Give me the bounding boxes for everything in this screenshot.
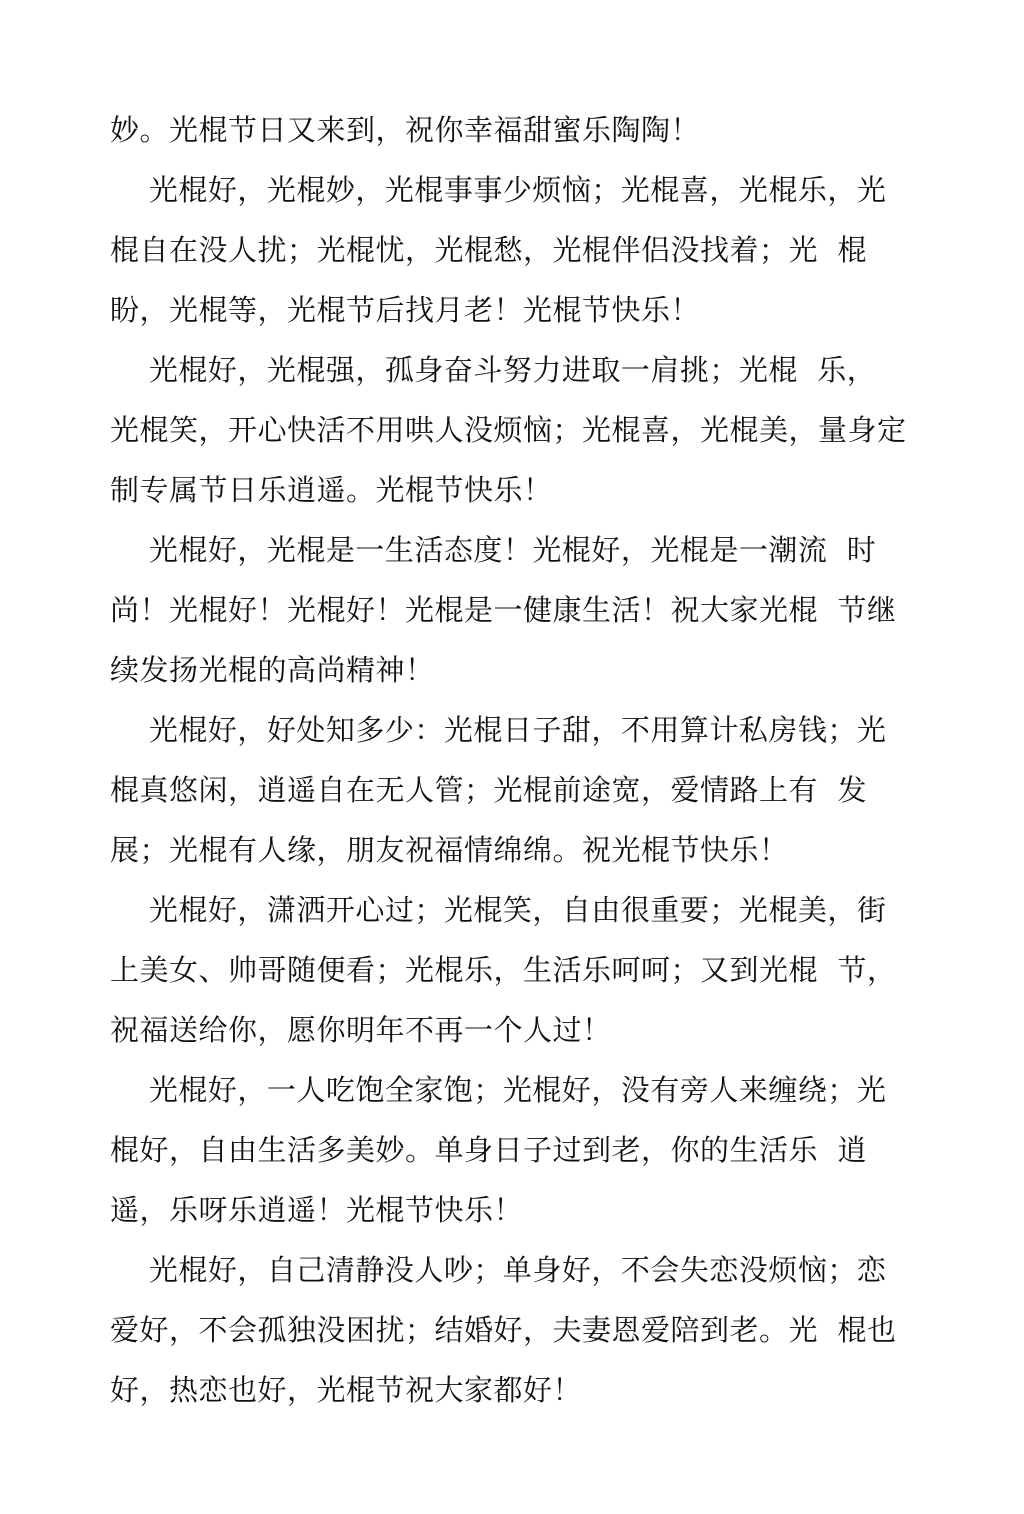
text-line: 制专属节日乐逍遥。光棍节快乐！	[110, 473, 553, 507]
text-line: 棍好，自由生活多美妙。单身日子过到老，你的生活乐 逍	[110, 1133, 867, 1167]
text-line: 续发扬光棍的高尚精神！	[110, 653, 435, 687]
text-line: 爱好，不会孤独没困扰；结婚好，夫妻恩爱陪到老。光 棍也	[110, 1313, 897, 1347]
text-line: 好，热恋也好，光棍节祝大家都好！	[110, 1373, 583, 1407]
text-line: 光棍笑，开心快活不用哄人没烦恼；光棍喜，光棍美，量身定	[110, 413, 907, 447]
text-line: 妙。光棍节日又来到，祝你幸福甜蜜乐陶陶！	[110, 113, 701, 147]
text-line: 祝福送给你，愿你明年不再一个人过！	[110, 1013, 612, 1047]
text-line: 上美女、帅哥随便看；光棍乐，生活乐呵呵；又到光棍 节，	[110, 953, 897, 987]
text-line: 光棍好，潇洒开心过；光棍笑，自由很重要；光棍美，街	[110, 893, 887, 927]
text-line: 光棍好，一人吃饱全家饱；光棍好，没有旁人来缠绕；光	[110, 1073, 887, 1107]
text-line: 遥，乐呀乐逍遥！光棍节快乐！	[110, 1193, 524, 1227]
text-line: 光棍好，好处知多少：光棍日子甜，不用算计私房钱；光	[110, 713, 887, 747]
text-line: 棍自在没人扰；光棍忧，光棍愁，光棍伴侣没找着；光 棍	[110, 233, 867, 267]
text-line: 光棍好，光棍强，孤身奋斗努力进取一肩挑；光棍 乐，	[110, 353, 877, 387]
text-line: 展；光棍有人缘，朋友祝福情绵绵。祝光棍节快乐！	[110, 833, 789, 867]
text-line: 光棍好，光棍妙，光棍事事少烦恼；光棍喜，光棍乐，光	[110, 173, 887, 207]
text-line: 尚！光棍好！光棍好！光棍是一健康生活！祝大家光棍 节继	[110, 593, 897, 627]
text-line: 盼，光棍等，光棍节后找月老！光棍节快乐！	[110, 293, 701, 327]
text-line: 光棍好，光棍是一生活态度！光棍好，光棍是一潮流 时	[110, 533, 877, 567]
text-line: 光棍好，自己清静没人吵；单身好，不会失恋没烦恼；恋	[110, 1253, 887, 1287]
text-line: 棍真悠闲，逍遥自在无人管；光棍前途宽，爱情路上有 发	[110, 773, 867, 807]
